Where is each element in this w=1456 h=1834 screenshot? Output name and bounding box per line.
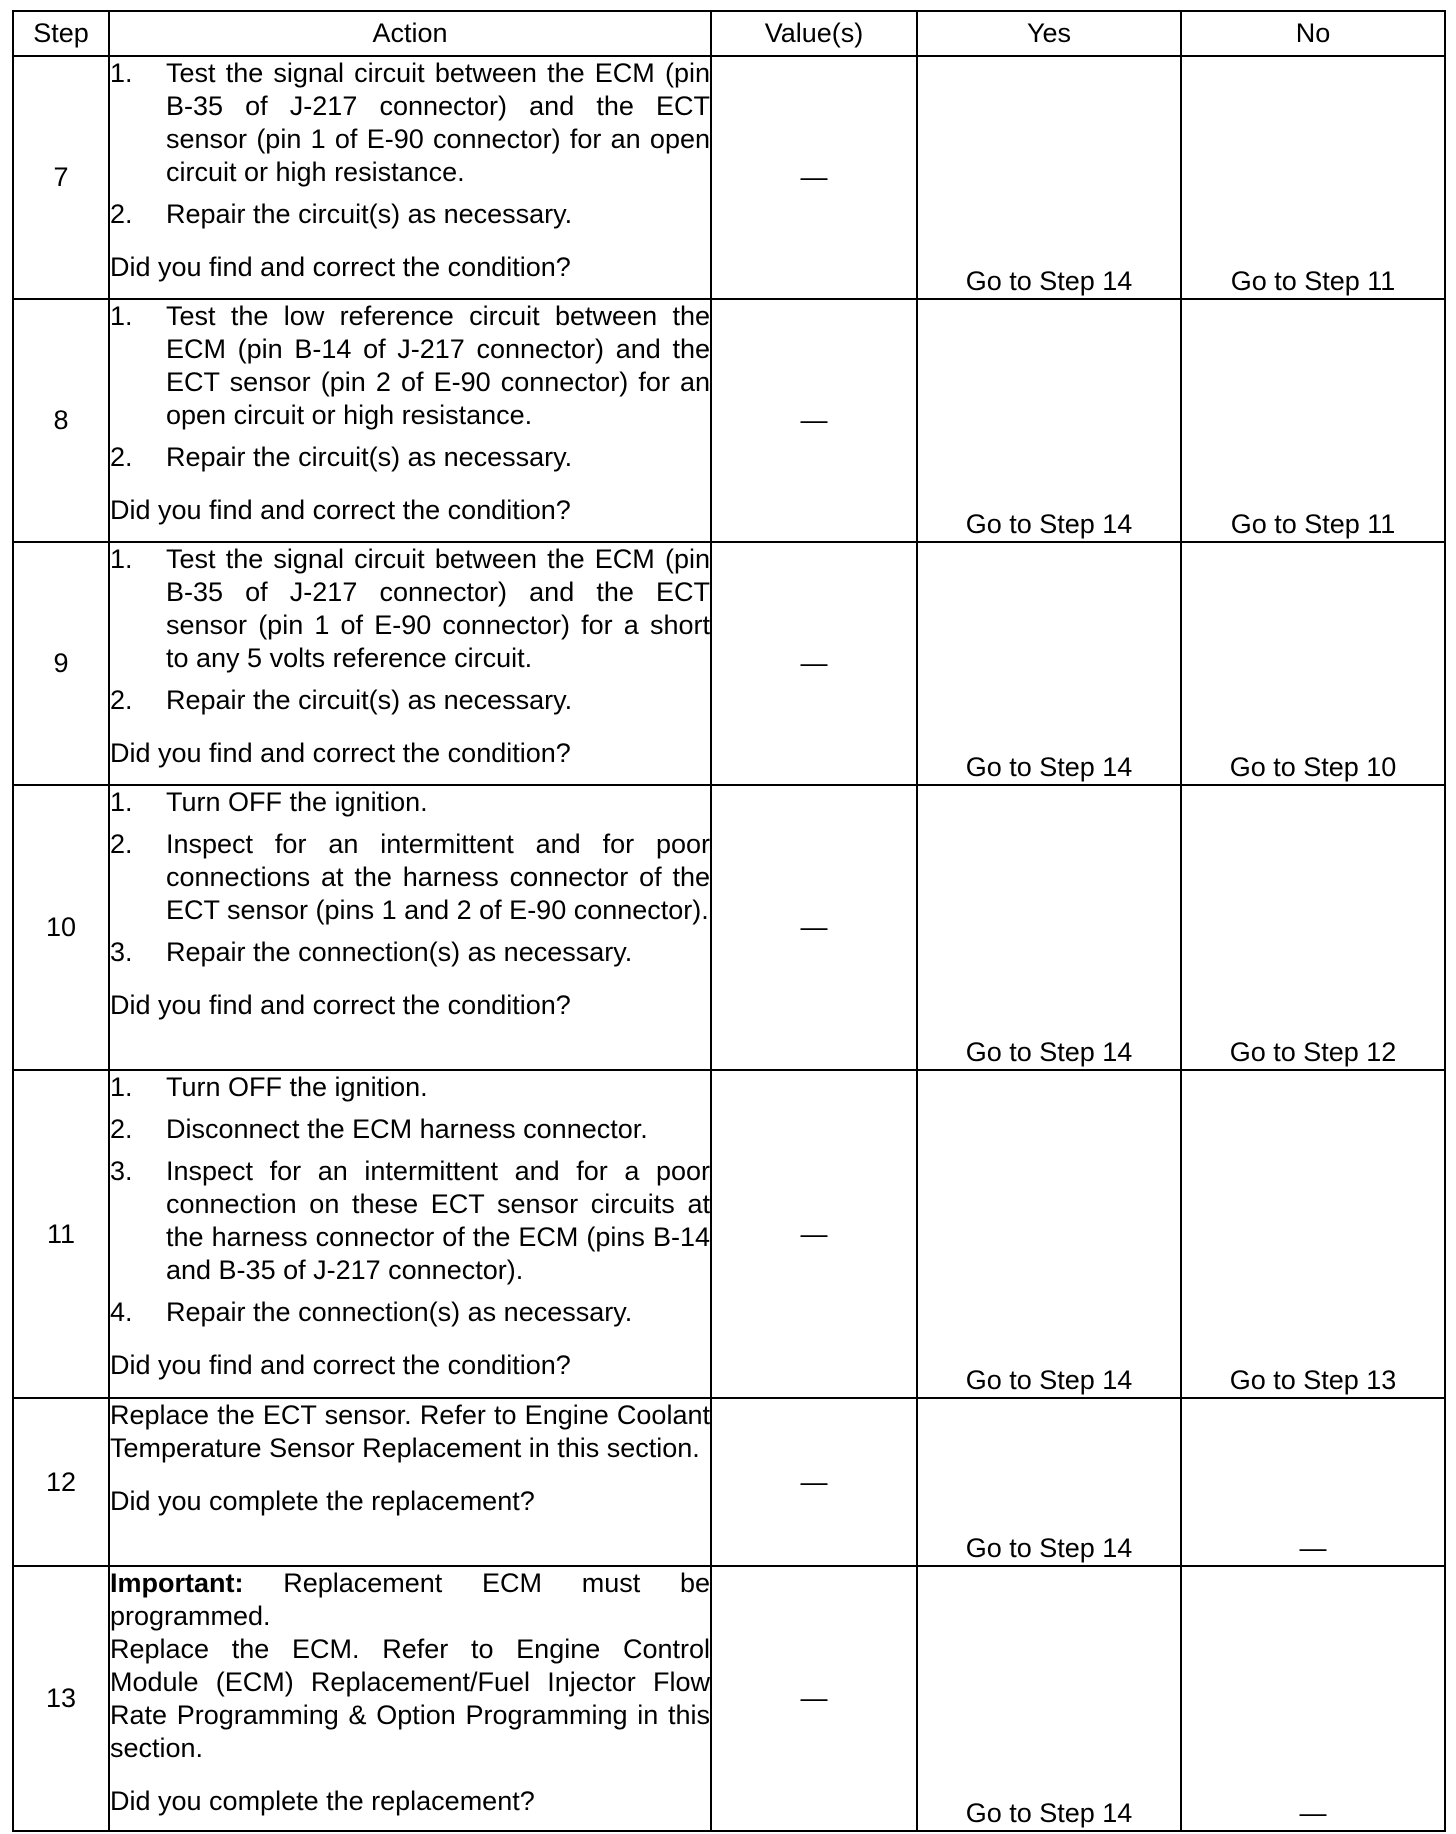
value-cell: — (711, 785, 917, 1070)
yes-cell: Go to Step 14 (917, 785, 1181, 1070)
action-item: 1. Turn OFF the ignition. (110, 1072, 428, 1102)
header-step: Step (13, 11, 109, 56)
yes-cell: Go to Step 14 (917, 1566, 1181, 1831)
action-item: 2. Repair the circuit(s) as necessary. (110, 199, 573, 229)
action-cell (109, 1070, 711, 1398)
no-cell: — (1181, 1566, 1445, 1831)
value-cell: — (711, 299, 917, 542)
yes-cell: Go to Step 14 (917, 299, 1181, 542)
yes-cell: Go to Step 14 (917, 1070, 1181, 1398)
header-yes: Yes (917, 11, 1181, 56)
action-cell (109, 542, 711, 785)
no-cell: Go to Step 11 (1181, 299, 1445, 542)
action-question: Did you complete the replacement? (110, 1486, 535, 1516)
action-cell (109, 56, 711, 299)
table-row (13, 299, 1445, 542)
action-question: Did you find and correct the condition? (110, 252, 571, 282)
action-item: 2. Disconnect the ECM harness connector. (110, 1114, 648, 1144)
action-item: 2. Repair the circuit(s) as necessary. (110, 442, 573, 472)
yes-cell: Go to Step 14 (917, 542, 1181, 785)
no-cell: — (1181, 1398, 1445, 1566)
value-cell: — (711, 56, 917, 299)
action-item: 2. Inspect for an intermittent and for poor connections at the harness connector of the ECT sensor (pins 1 and 2 of E-90 connector). (110, 829, 710, 925)
action-item: 1. Test the signal circuit between the ECM (pin B-35 of J-217 connector) and the ECT sensor (pin 1 of E-90 connector) for a short to any 5 volts reference circuit. (110, 544, 710, 673)
action-cell (109, 785, 711, 1070)
action-question: Did you find and correct the condition? (110, 1350, 571, 1380)
header-no: No (1181, 11, 1445, 56)
no-cell: Go to Step 12 (1181, 785, 1445, 1070)
yes-cell: Go to Step 14 (917, 1398, 1181, 1566)
header-row (13, 11, 1445, 56)
value-cell: — (711, 1566, 917, 1831)
important-text: Replacement ECM must be programmed. (110, 1568, 710, 1631)
diagnostic-table (12, 10, 1446, 1832)
action-question: Did you complete the replacement? (110, 1786, 535, 1816)
step-number: 11 (13, 1070, 109, 1398)
no-cell: Go to Step 13 (1181, 1070, 1445, 1398)
value-cell: — (711, 542, 917, 785)
table-row (13, 542, 1445, 785)
action-item: 1. Test the signal circuit between the ECM (pin B-35 of J-217 connector) and the ECT sensor (pin 1 of E-90 connector) for an open circuit or high resistance. (110, 58, 710, 187)
important-note (110, 1567, 710, 1633)
step-number: 10 (13, 785, 109, 1070)
header-values: Value(s) (711, 11, 917, 56)
yes-cell: Go to Step 14 (917, 56, 1181, 299)
step-number: 8 (13, 299, 109, 542)
no-cell: Go to Step 11 (1181, 56, 1445, 299)
table-row (13, 1566, 1445, 1831)
action-item: 1. Turn OFF the ignition. (110, 787, 428, 817)
table-row (13, 1070, 1445, 1398)
table-row (13, 1398, 1445, 1566)
action-cell (109, 1566, 711, 1831)
action-question: Did you find and correct the condition? (110, 495, 571, 525)
step-number: 12 (13, 1398, 109, 1566)
action-item: 1. Test the low reference circuit between the ECM (pin B-14 of J-217 connector) and the ECT sensor (pin 2 of E-90 connector) for an open circuit or high resistance. (110, 301, 710, 430)
step-number: 9 (13, 542, 109, 785)
action-item: 3. Repair the connection(s) as necessary. (110, 937, 633, 967)
step-number: 7 (13, 56, 109, 299)
table-row (13, 56, 1445, 299)
table-row (13, 785, 1445, 1070)
action-text: Replace the ECT sensor. Refer to Engine Coolant Temperature Sensor Replacement in this section. (110, 1400, 710, 1463)
action-text: Replace the ECM. Refer to Engine Control Module (ECM) Replacement/Fuel Injector Flow Rate Programming & Option Programming in this section. (110, 1634, 710, 1763)
header-action: Action (109, 11, 711, 56)
action-item: 4. Repair the connection(s) as necessary. (110, 1297, 633, 1327)
no-cell: Go to Step 10 (1181, 542, 1445, 785)
action-cell (109, 1398, 711, 1566)
action-question: Did you find and correct the condition? (110, 738, 571, 768)
step-number: 13 (13, 1566, 109, 1831)
important-label: Important: (110, 1568, 244, 1598)
action-item: 2. Repair the circuit(s) as necessary. (110, 685, 573, 715)
action-item: 3. Inspect for an intermittent and for a poor connection on these ECT sensor circuits at the harness connector of the ECM (pins B-14 and B-35 of J-217 connector). (110, 1156, 710, 1285)
value-cell: — (711, 1070, 917, 1398)
value-cell: — (711, 1398, 917, 1566)
action-question: Did you find and correct the condition? (110, 990, 571, 1020)
action-cell (109, 299, 711, 542)
